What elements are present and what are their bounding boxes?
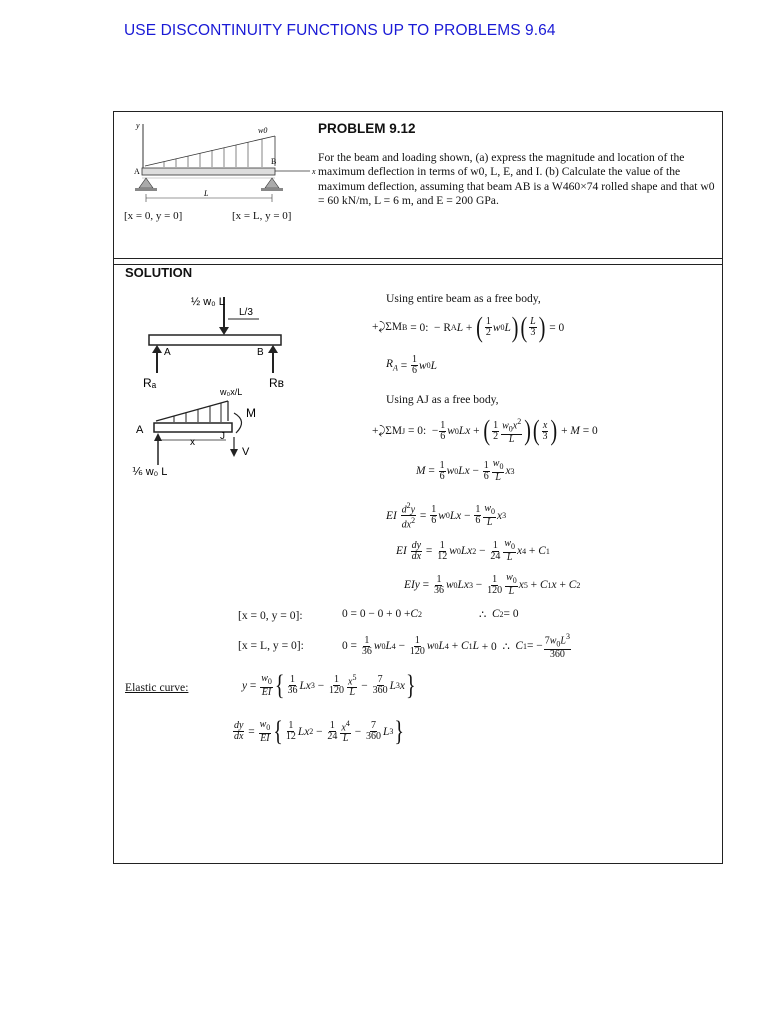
sketch2-reaction: ⅙ w₀ L: [132, 466, 168, 478]
bc-2: [x = L, y = 0]:: [238, 639, 304, 652]
problem-box: [113, 111, 723, 265]
eq-ei-d2y: EI $d^2y$ $dx^2$ = 1 6 w 0 Lx − 1 6 $w_0$ L x 3: [386, 501, 507, 531]
fig-label-x: x: [312, 167, 316, 176]
text-aj-body: Using AJ as a free body,: [386, 393, 499, 406]
sketch2-A: A: [136, 424, 144, 436]
fig-label-w0: w0: [258, 126, 268, 135]
solution-box: [113, 258, 723, 864]
text-entire-beam: Using entire beam as a free body,: [386, 292, 541, 305]
elastic-curve-label: Elastic curve:: [125, 681, 189, 694]
eq-ei-dy: EI dy dx = 1 12 w 0 Lx 2 − 1 24 $w_0$ L x 4 + C 1: [396, 538, 550, 563]
eq-elastic-y: y = $w_0$ EI { 1 36 Lx 3 − 1 120 $x^5$ L − 7 360 L 3 x }: [242, 670, 416, 702]
sketch1-RB: Rʙ: [269, 376, 285, 389]
eq-sum-mb: +⤸ΣM B = 0: − R A L + ( 1 2 w 0 L ) ( L 3 ) = 0: [372, 312, 565, 343]
sketch2-V: V: [242, 446, 250, 458]
sketch2-M: M: [246, 406, 256, 420]
fig-label-y: y: [136, 121, 140, 130]
fig-label-L: L: [204, 189, 209, 198]
sketch1-dist-label: L/3: [239, 307, 253, 318]
eq-ra: $R_A$ = 1 6 w 0 L: [386, 354, 437, 376]
problem-text: For the beam and loading shown, (a) express the magnitude and location of the maximum deflection in terms of w0, L, E, and I. (b) Calculate the value of the maximum deflection, assuming that beam AB is a W460×74 rolled shape and that w0 = 60 kN/m, L = 6 m, and E = 200 GPa.: [318, 151, 715, 207]
free-body-sketch-1: [129, 289, 294, 389]
free-body-sketch-2: [124, 385, 289, 480]
eq-bc1: 0 = 0 − 0 + 0 + C 2 ∴ C 2 = 0: [342, 608, 519, 621]
eq-m: M = 1 6 w 0 Lx − 1 6 $w_0$ L x 3: [416, 458, 515, 483]
sketch2-x: x: [190, 437, 195, 448]
fig-label-A: A: [134, 167, 140, 176]
fig-label-B: B: [271, 157, 277, 166]
solution-title: SOLUTION: [125, 265, 193, 280]
eq-bc2: 0 = 1 36 w 0 L 4 − 1 120 w 0 L 4 + C 1 L + 0 ∴ C 1 = − $7w_0L^3$ 360: [342, 632, 570, 661]
sketch1-RA: Rₐ: [143, 376, 157, 389]
problem-title: PROBLEM 9.12: [318, 121, 416, 136]
eq-sum-mj: +⤸ΣM J = 0: − 1 6 w 0 Lx + ( 1 2 $w_0x^2$ L ) ( x 3 ) + M = 0: [372, 415, 598, 447]
eq-ei-y: EIy = 1 36 w 0 Lx 3 − 1 120 $w_0$ L x 5 + C 1 x + C 2: [404, 572, 581, 597]
sketch1-A: A: [164, 347, 171, 358]
sketch2-load-label: w₀x/L: [220, 387, 243, 397]
sketch1-load-label: ½ w₀ L: [191, 296, 225, 308]
beam-figure: [124, 116, 319, 212]
eq-elastic-dy: dy dx = $w_0$ EI { 1 12 Lx 2 − 1 24 $x^4$ L − 7 360 L 3 }: [234, 716, 404, 748]
sketch2-J: J: [220, 431, 225, 442]
bc-1: [x = 0, y = 0]:: [238, 609, 303, 622]
bc-left: [x = 0, y = 0]: [124, 210, 183, 222]
sketch1-B: B: [257, 347, 264, 358]
bc-right: [x = L, y = 0]: [232, 210, 292, 222]
page-header: USE DISCONTINUITY FUNCTIONS UP TO PROBLEMS 9.64: [124, 22, 556, 39]
